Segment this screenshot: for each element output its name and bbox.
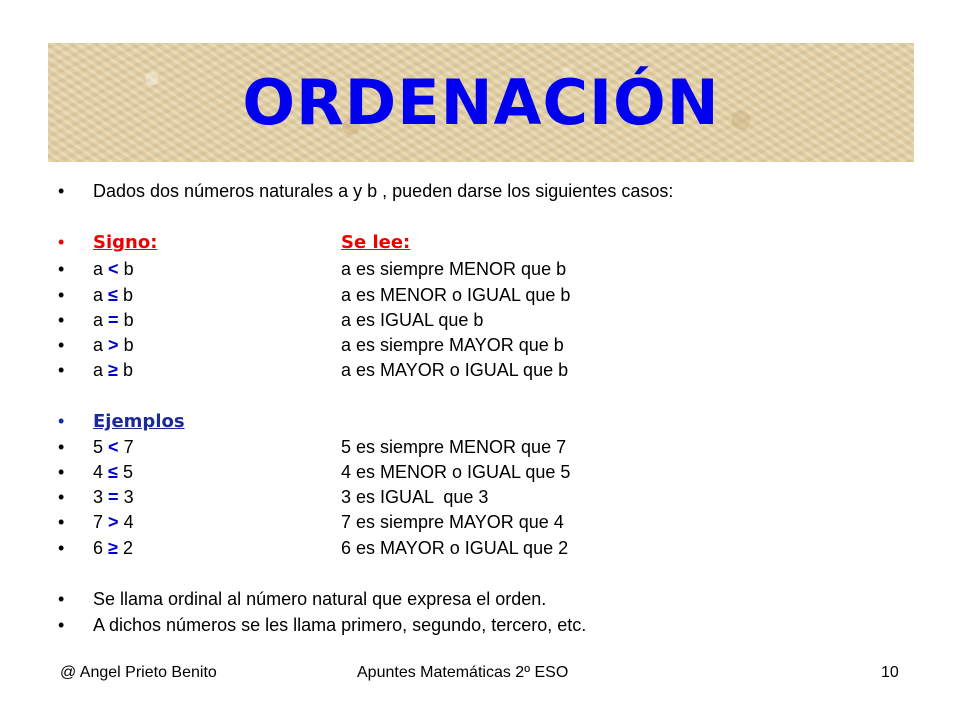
bullet: • [58,335,65,355]
operator-symbol: < [108,437,119,457]
sign-reading: a es siempre MAYOR que b [341,335,564,355]
sign-reading: a es siempre MENOR que b [341,259,567,279]
bullet: • [58,181,65,201]
bullet: • [58,589,65,609]
title-banner [48,43,914,162]
example-expression: 5 < 7 [93,437,134,457]
footer-page-number: 10 [881,664,899,681]
example-reading: 5 es siempre MENOR que 7 [341,437,567,457]
note-text: A dichos números se les llama primero, segundo, tercero, etc. [93,615,587,635]
bullet: • [58,285,65,305]
example-expression: 6 ≥ 2 [93,538,133,558]
bullet: • [58,512,65,532]
example-reading: 3 es IGUAL que 3 [341,487,489,507]
example-reading: 6 es MAYOR o IGUAL que 2 [341,538,569,558]
bullet: • [58,538,65,558]
bullet: • [58,360,65,380]
examples-header-label: Ejemplos [93,411,185,432]
signs-header-col2: Se lee: [341,232,411,253]
operator-symbol: ≤ [108,462,118,482]
sign-expression: a ≤ b [93,285,133,305]
bullet: • [58,259,65,279]
intro-text: Dados dos números naturales a y b , pueden darse los siguientes casos: [93,181,674,201]
operator-symbol: = [108,487,119,507]
sign-expression: a ≥ b [93,360,133,380]
sign-expression: a > b [93,335,134,355]
footer-course: Apuntes Matemáticas 2º ESO [357,664,569,681]
page-title: ORDENACIÓN [242,66,720,139]
sign-expression: a = b [93,310,134,330]
sign-reading: a es MAYOR o IGUAL que b [341,360,569,380]
operator-symbol: ≥ [108,538,118,558]
example-expression: 3 = 3 [93,487,134,507]
sign-reading: a es MENOR o IGUAL que b [341,285,571,305]
bullet: • [58,487,65,507]
bullet: • [58,310,65,330]
example-reading: 7 es siempre MAYOR que 4 [341,512,564,532]
operator-symbol: ≥ [108,360,118,380]
example-reading: 4 es MENOR o IGUAL que 5 [341,462,571,482]
bullet: • [58,232,65,252]
operator-symbol: = [108,310,119,330]
sign-expression: a < b [93,259,134,279]
example-expression: 4 ≤ 5 [93,462,133,482]
operator-symbol: > [108,512,119,532]
bullet: • [58,615,65,635]
signs-header-col1: Signo: [93,232,158,253]
operator-symbol: ≤ [108,285,118,305]
note-text: Se llama ordinal al número natural que expresa el orden. [93,589,547,609]
bullet: • [58,437,65,457]
operator-symbol: > [108,335,119,355]
footer-author: @ Angel Prieto Benito [60,664,217,681]
example-expression: 7 > 4 [93,512,134,532]
sign-reading: a es IGUAL que b [341,310,484,330]
bullet: • [58,462,65,482]
bullet: • [58,411,65,431]
operator-symbol: < [108,259,119,279]
